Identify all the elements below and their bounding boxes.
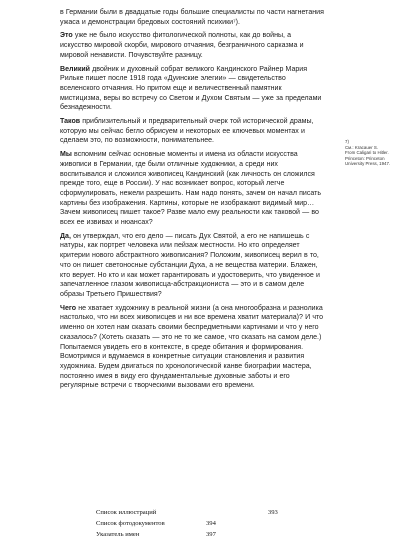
toc-entry-page: 393 — [267, 509, 278, 516]
paragraph-lead: Мы — [60, 151, 72, 159]
main-text-column — [60, 8, 324, 558]
paragraph-lead: Великий — [60, 65, 91, 73]
footnote-line: From Caligari to Hitler. — [345, 150, 389, 156]
toc-entry-page: 397 — [206, 530, 216, 538]
footnote-line: См.: Kracauer S. — [345, 144, 379, 150]
paragraph-text: в Германии были в двадцатые годы большие специалисты по части нагнетания ужаса и демонстрации бредовых состояний психики⁷). — [60, 9, 324, 26]
table-of-contents-fragment — [92, 509, 278, 551]
paragraph — [60, 117, 324, 146]
paragraph-lead: Чего — [60, 304, 77, 312]
toc-entry-label: Список иллюстраций — [96, 509, 157, 516]
toc-entry-label: Указатель имен — [96, 530, 140, 538]
footnote-line: University Press, 1947. — [345, 161, 391, 167]
paragraph — [60, 65, 324, 114]
paragraph-text: вспомним сейчас основные моменты и имена из области искусства живописи в Германии, где были отличные художники, а среди них воспитывался и сложился живописец Кандинский (как личность он сложился прежде того, еще в России). У нас возникает вопрос, который легче сформулировать, нежели разрешить. Нам надо понять, зачем он начал писать картины без изображения. Картины, которые не изображают видимый мир… Зачем живописец пишет такое? Разве мало ему реальности как таковой — во всех ее извивах и нюансах? — [60, 151, 322, 227]
paragraph-lead: Это — [60, 32, 73, 40]
paragraph-text: уже не было искусство фитологической полноты, как до войны, а искусство мировой скорби, мирового отчаяния, безграничного сарказма и мировой ненависти. Почувствуйте разницу. — [60, 32, 304, 59]
paragraph — [60, 8, 324, 27]
paragraph — [60, 150, 324, 228]
toc-row — [92, 509, 278, 520]
margin-footnote — [345, 139, 399, 167]
footnote-line: Princeton: Princeton — [345, 155, 385, 161]
paragraph-text: не хватает художнику в реальной жизни (а она многообразна и разнолика настолько, что ни всех живописцев и ни все времена хватит материала)? И что именно он хотел нам сказать своими беспредметными картинами и что у него сказалось? (Хотеть сказать — это не то же самое, что сказать на самом деле.) Попытаемся увидеть его в контексте, в среде обитания и формирования. Всмотримся и вдумаемся в конкретные ситуации становления и развития художника. Будем двигаться по хронологической канве биографии мастера, постоянно имея в виду его фундаментальные духовные заботы и его регулярные встречи с творческими вызовами его времени. — [60, 304, 324, 390]
paragraph-text: двойник и духовный собрат великого Кандинского Райнер Мария Рильке пишет после 1918 года «Дуинские элегии» — свидетельство вселенского отчаяния. Но притом еще и величественный памятник мистицизма, веры во встречу со Светом и Духом Святым — уже за пределами безнадежности. — [60, 65, 322, 112]
footnote-line: 7) — [345, 139, 349, 144]
paragraph-text: приблизительный и предварительный очерк той исторической драмы, которую мы сейчас бегло обрисуем и некоторых ее ключевых моментах и сделаем это, по возможности, понимательнее. — [60, 118, 314, 145]
paragraph — [60, 304, 324, 391]
paragraph — [60, 232, 324, 300]
paragraph-lead: Да, — [60, 232, 71, 240]
paragraph-lead: Таков — [60, 118, 81, 126]
toc-row — [92, 520, 272, 531]
paragraph — [60, 31, 324, 60]
toc-entry-label: Список фотодокументов — [96, 520, 165, 527]
toc-entry-page: 394 — [206, 520, 216, 527]
paragraph-text: он утверждал, что его дело — писать Дух Святой, а его не напишешь с натуры, как портрет человека или пейзаж местности. Но кто определяет критерии нового абстрактного живописания? Положим, живописец верил в то, что он пишет светоносные субстанции Духа, а не вещества материи. Блажен, кто верует. Но кто и как может гарантировать и удостоверить, что увиденное и запечатленное глазом живописца-абстракциониста — это и в самом деле образы Третьего Пришествия? — [60, 232, 320, 298]
toc-row — [92, 531, 272, 542]
